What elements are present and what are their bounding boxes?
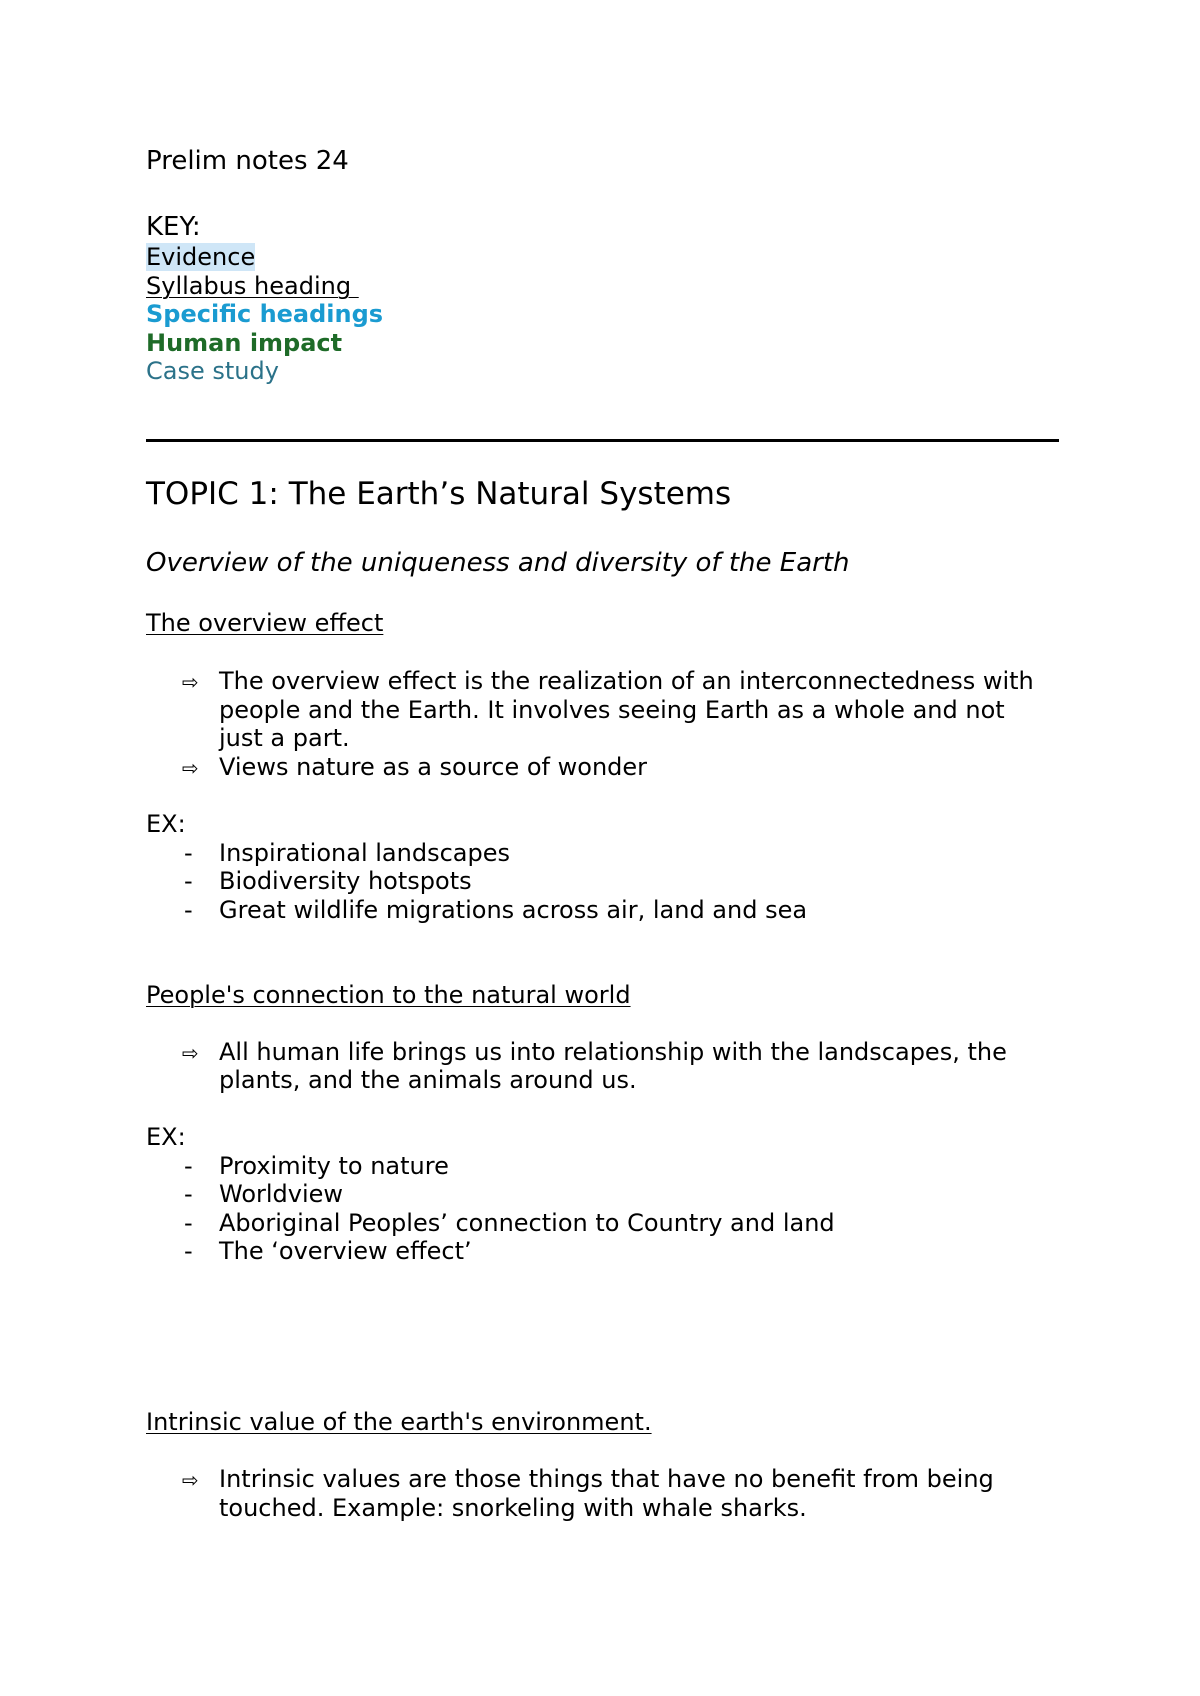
key-specific-headings: Specific headings — [146, 300, 384, 328]
arrow-bullet-icon: ⇨ — [182, 1041, 199, 1065]
arrow-bullet-icon: ⇨ — [182, 1468, 199, 1492]
arrow-bullet-icon: ⇨ — [182, 670, 199, 694]
bullet-text-line: plants, and the animals around us. — [219, 1066, 637, 1094]
dash-bullet-icon: - — [184, 1209, 193, 1237]
example-item: Inspirational landscapes — [219, 839, 510, 867]
ex-label: EX: — [146, 1123, 186, 1151]
example-item: Aboriginal Peoples’ connection to Country and land — [219, 1209, 835, 1237]
key-evidence-text: Evidence — [146, 243, 256, 271]
bullet-text-line: people and the Earth. It involves seeing Earth as a whole and not — [219, 696, 1005, 724]
section-heading-intrinsic-value: Intrinsic value of the earth's environment. — [146, 1408, 652, 1436]
example-item: Worldview — [219, 1180, 344, 1208]
dash-bullet-icon: - — [184, 1237, 193, 1265]
ex-label: EX: — [146, 810, 186, 838]
example-item: Great wildlife migrations across air, land and sea — [219, 896, 808, 924]
bullet-text-line: just a part. — [219, 724, 350, 752]
example-item: Biodiversity hotspots — [219, 867, 472, 895]
dash-bullet-icon: - — [184, 896, 193, 924]
overview-heading: Overview of the uniqueness and diversity of the Earth — [146, 548, 850, 578]
key-syllabus-heading: Syllabus heading — [146, 272, 359, 300]
bullet-text-line: touched. Example: snorkeling with whale sharks. — [219, 1494, 807, 1522]
example-item: The ‘overview effect’ — [219, 1237, 472, 1265]
key-label: KEY: — [146, 212, 201, 242]
arrow-bullet-icon: ⇨ — [182, 756, 199, 780]
dash-bullet-icon: - — [184, 1152, 193, 1180]
key-evidence — [146, 243, 255, 271]
bullet-text-line: Intrinsic values are those things that have no benefit from being — [219, 1465, 994, 1493]
document-title: Prelim notes 24 — [146, 146, 349, 176]
example-item: Proximity to nature — [219, 1152, 449, 1180]
bullet-text-line: The overview effect is the realization of an interconnectedness with — [219, 667, 1034, 695]
dash-bullet-icon: - — [184, 1180, 193, 1208]
bullet-text-line: Views nature as a source of wonder — [219, 753, 648, 781]
key-case-study: Case study — [146, 357, 279, 385]
key-human-impact: Human impact — [146, 329, 343, 357]
dash-bullet-icon: - — [184, 839, 193, 867]
topic-title: TOPIC 1: The Earth’s Natural Systems — [146, 476, 732, 512]
horizontal-rule — [146, 439, 1059, 442]
dash-bullet-icon: - — [184, 867, 193, 895]
bullet-text-line: All human life brings us into relationship with the landscapes, the — [219, 1038, 1007, 1066]
section-heading-overview-effect: The overview effect — [146, 609, 384, 637]
section-heading-people-connection: People's connection to the natural world — [146, 981, 631, 1009]
